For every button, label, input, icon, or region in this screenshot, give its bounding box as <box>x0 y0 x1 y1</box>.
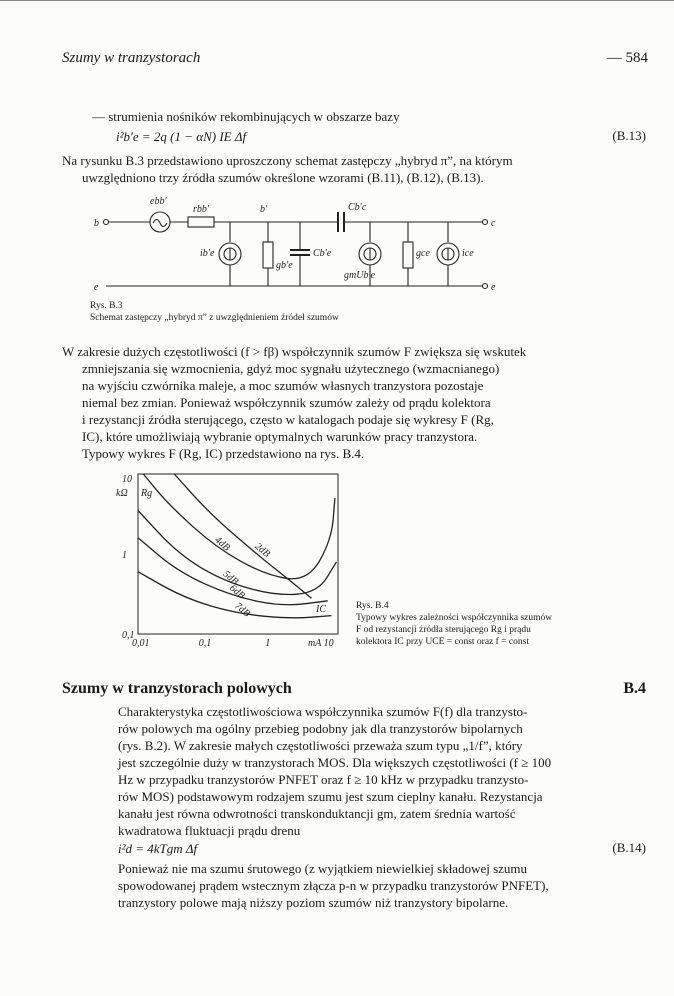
curve-label-2dB: 2dB <box>252 540 272 560</box>
terminal-b <box>104 220 109 225</box>
terminal-c <box>483 220 488 225</box>
paragraph-2-line: W zakresie dużych częstotliwości (f > fβ) współczynnik szumów F zwiększa się wskutek <box>62 344 527 359</box>
paragraph-3-line: kanału jest równa odwrotności transkonduktancji gm, zatem średnia wartość <box>118 806 516 821</box>
label-c: c <box>491 218 496 229</box>
paragraph-3-line: rów polowych ma ogólny przebieg podobny jak dla tranzystorów bipolarnych <box>118 721 523 736</box>
figure-b4-line: kolektora IC przy UCE = const oraz f = const <box>356 637 529 647</box>
label-e-left: e <box>94 282 99 293</box>
bullet-item: — strumienia nośników rekombinujących w obszarze bazy <box>92 109 400 124</box>
paragraph-4 <box>118 860 648 911</box>
equation-number-b13: (B.13) <box>612 128 646 143</box>
label-cbc: Cb′c <box>348 202 367 213</box>
curve-label-6dB: 6dB <box>227 582 247 602</box>
paragraph-1-line: Na rysunku B.3 przedstawiono uproszczony schemat zastępczy „hybryd π”, na którym <box>62 153 513 168</box>
paragraph-2-line: IC), które umożliwiają wybranie optymalnych warunków pracy tranzystora. <box>82 429 478 444</box>
figure-b3-text: Schemat zastępczy „hybryd π” z uwzględnieniem źródeł szumów <box>90 313 339 323</box>
paragraph-4-line: Ponieważ nie ma szumu śrutowego (z wyjątkiem niewielkiej składowej szumu <box>118 861 528 876</box>
label-gmube: gmUb′e <box>344 270 376 281</box>
section-number: B.4 <box>623 680 646 697</box>
figure-b4-line: Typowy wykres zależności współczynnika szumów <box>356 613 553 623</box>
noise-figure-chart <box>110 462 350 662</box>
label-ice: ice <box>462 248 474 259</box>
figure-b4-caption <box>356 600 656 648</box>
paragraph-2 <box>62 343 648 462</box>
label-cbe: Cb′e <box>313 248 332 259</box>
curve-4dB <box>143 474 335 579</box>
page-number: — 584 <box>606 50 648 66</box>
paragraph-3 <box>118 703 648 839</box>
label-b: b <box>94 218 99 229</box>
paragraph-3-line: Charakterystyka częstotliwościowa współczynnika szumów F(f) dla tranzysto- <box>118 704 528 719</box>
curve-label-4dB: 4dB <box>212 534 232 554</box>
label-b-prime: b′ <box>260 204 268 215</box>
paragraph-3-line: kwadratowa fluktuacji prądu drenu <box>118 823 301 838</box>
curve-label-7dB: 7dB <box>232 600 252 620</box>
resistor-gce <box>403 242 413 268</box>
section-heading: Szumy w tranzystorach polowych <box>62 680 292 697</box>
figure-b4-title: Rys. B.4 <box>356 601 389 611</box>
x-axis-label: IC <box>316 604 326 615</box>
equation-b14: i²d = 4kTgm Δf <box>118 841 198 856</box>
y-tick-label: 1 <box>122 550 127 561</box>
resistor-rbb <box>188 217 214 227</box>
paragraph-3-line: Hz w przypadku tranzystorów PNFET oraz f ≥ 10 kHz w przypadku tranzysto- <box>118 772 529 787</box>
figure-b3-title: Rys. B.3 <box>90 301 123 311</box>
label-e-right: e <box>491 282 496 293</box>
paragraph-3-line: jest szczególnie duży w tranzystorach MOS. Dla większych częstotliwości (f ≥ 100 <box>118 755 552 770</box>
equation-number-b14: (B.14) <box>612 840 646 855</box>
label-rbb: rbb′ <box>193 204 210 215</box>
y-tick-label: 10 <box>122 474 132 485</box>
top-rule <box>0 0 674 1</box>
paragraph-2-line: Typowy wykres F (Rg, IC) przedstawiono na rys. B.4. <box>82 446 365 461</box>
figure-b3-caption <box>90 300 339 324</box>
paragraph-2-line: na wyjściu czwórnika maleje, a moc szumów własnych tranzystora pozostaje <box>82 378 484 393</box>
circuit-schematic <box>90 190 510 300</box>
equation-b13: i²b′e = 2q (1 − αN) IE Δf <box>116 129 247 144</box>
y-unit-label: kΩ <box>116 488 128 499</box>
label-gce: gce <box>416 248 430 259</box>
y-tick-label: 0,1 <box>122 630 135 641</box>
paragraph-4-line: spowodowanej prądem wstecznym złącza p-n w przypadku tranzystorów PNFET), <box>118 878 549 893</box>
paragraph-2-line: i rezystancji źródła sterującego, często w katalogach podaje się wykresy F (Rg, <box>82 412 494 427</box>
paragraph-2-line: niemal bez zmian. Ponieważ współczynnik szumów zależy od prądu kolektora <box>82 395 491 410</box>
x-tick-label: mA 10 <box>308 638 334 649</box>
label-gbe: gb′e <box>276 260 293 271</box>
paragraph-1-line: uwzględniono trzy źródła szumów określone wzorami (B.11), (B.12), (B.13). <box>82 170 484 185</box>
paragraph-1 <box>62 152 647 186</box>
figure-b4-line: F od rezystancji źródła sterującego Rg i prądu <box>356 625 531 635</box>
resistor-gbe <box>263 242 273 268</box>
label-ibe: ib′e <box>200 248 215 259</box>
paragraph-3-line: (rys. B.2). W zakresie małych częstotliwości przeważa szum typu „1/f”, który <box>118 738 523 753</box>
y-axis-label: Rg <box>141 488 153 499</box>
paragraph-3-line: rów MOS) podstawowym rodzajem szumu jest szum cieplny kanału. Rezystancja <box>118 789 543 804</box>
paragraph-2-line: zmniejszania się wzmocnienia, gdyż moc sygnału użytecznego (wzmacnianego) <box>82 361 500 376</box>
x-tick-label: 0,1 <box>198 638 212 649</box>
terminal-e-right <box>483 284 488 289</box>
label-ebb: ebb′ <box>150 196 167 207</box>
x-tick-label: 1 <box>265 638 271 649</box>
curve-label-5dB: 5dB <box>220 568 241 588</box>
x-tick-label: 0,01 <box>132 638 150 649</box>
paragraph-4-line: tranzystory polowe mają niższy poziom szumów niż tranzystory bipolarne. <box>118 895 509 910</box>
running-header-title: Szumy w tranzystorach <box>62 50 201 66</box>
